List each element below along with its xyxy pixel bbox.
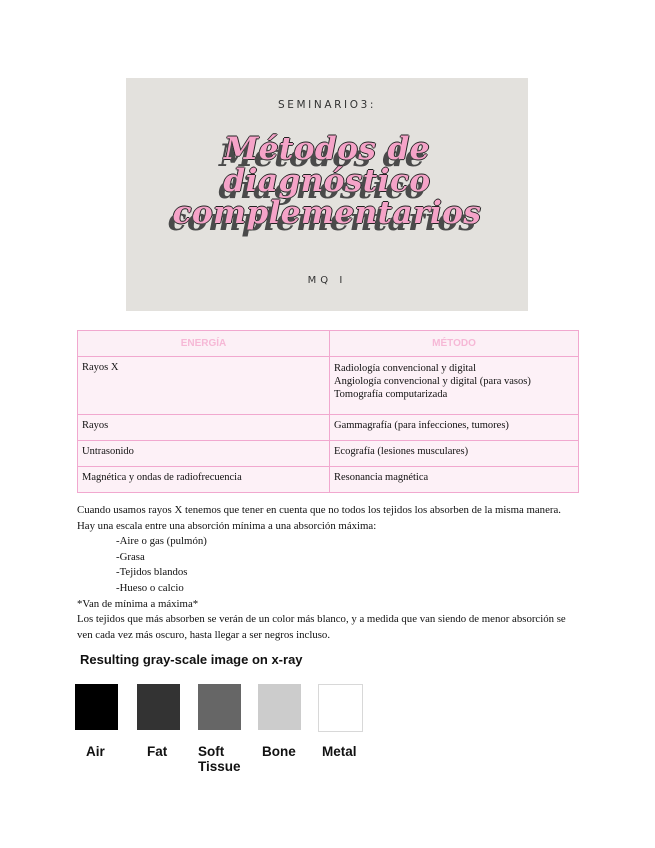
- metodo-line: Tomografía computarizada: [334, 389, 448, 400]
- table-row: [78, 415, 579, 441]
- swatch-metal: [318, 684, 363, 732]
- metodo-line: Angiología convencional y digital (para vasos): [334, 376, 531, 387]
- cell-energia: Rayos: [78, 415, 330, 441]
- list-item: -Grasa: [116, 550, 145, 563]
- header-metodo: MÉTODO: [330, 331, 579, 357]
- cover-image: [126, 78, 528, 311]
- cell-energia: Magnética y ondas de radiofrecuencia: [78, 467, 330, 493]
- swatch-label-soft-tissue: Soft Tissue: [198, 744, 241, 774]
- table-row: [78, 467, 579, 493]
- grayscale-title: Resulting gray-scale image on x-ray: [80, 652, 303, 667]
- cover-title-line: diagnóstico: [223, 163, 431, 199]
- swatch-label-air: Air: [86, 744, 105, 759]
- cover-title-line: complementarios: [172, 195, 482, 231]
- cover-footer: MQ I: [307, 275, 347, 286]
- list-item: -Aire o gas (pulmón): [116, 535, 207, 548]
- cover-kicker: SEMINARIO3:: [278, 99, 376, 111]
- swatch-soft-tissue: [198, 684, 241, 730]
- paragraph-intro: Cuando usamos rayos X tenemos que tener en cuenta que no todos los tejidos los absorben de la misma manera. Hay una escala entre una absorción mínima a una absorción máxima:: [77, 504, 561, 532]
- cell-energia: Untrasonido: [78, 441, 330, 467]
- swatch-label-metal: Metal: [322, 744, 357, 759]
- header-energia: ENERGÍA: [78, 331, 330, 357]
- list-item: -Tejidos blandos: [116, 566, 188, 579]
- swatch-bone: [258, 684, 301, 730]
- cell-metodo: Resonancia magnética: [330, 467, 579, 493]
- cell-metodo: [330, 357, 579, 415]
- methods-table: [77, 330, 579, 493]
- cell-metodo: Gammagrafía (para infecciones, tumores): [330, 415, 579, 441]
- swatch-label-bone: Bone: [262, 744, 296, 759]
- metodo-line: Radiología convencional y digital: [334, 363, 477, 374]
- cell-energia: Rayos X: [78, 357, 330, 415]
- cell-metodo: Ecografía (lesiones musculares): [330, 441, 579, 467]
- cover-title: [126, 133, 528, 229]
- table-row: [78, 357, 579, 415]
- table-row: [78, 441, 579, 467]
- table-header-row: [78, 331, 579, 357]
- swatch-fat: [137, 684, 180, 730]
- note: *Van de mínima a máxima*: [77, 597, 199, 610]
- swatch-air: [75, 684, 118, 730]
- cover-title-line: Métodos de: [223, 131, 431, 167]
- paragraph-conclusion: Los tejidos que más absorben se verán de un color más blanco, y a medida que van siendo de menor absorción se ven cada vez más oscuro, hasta llegar a ser negros incluso.: [77, 613, 566, 641]
- swatch-label-fat: Fat: [147, 744, 168, 759]
- list-item: -Hueso o calcio: [116, 581, 184, 594]
- body-text: [77, 503, 577, 643]
